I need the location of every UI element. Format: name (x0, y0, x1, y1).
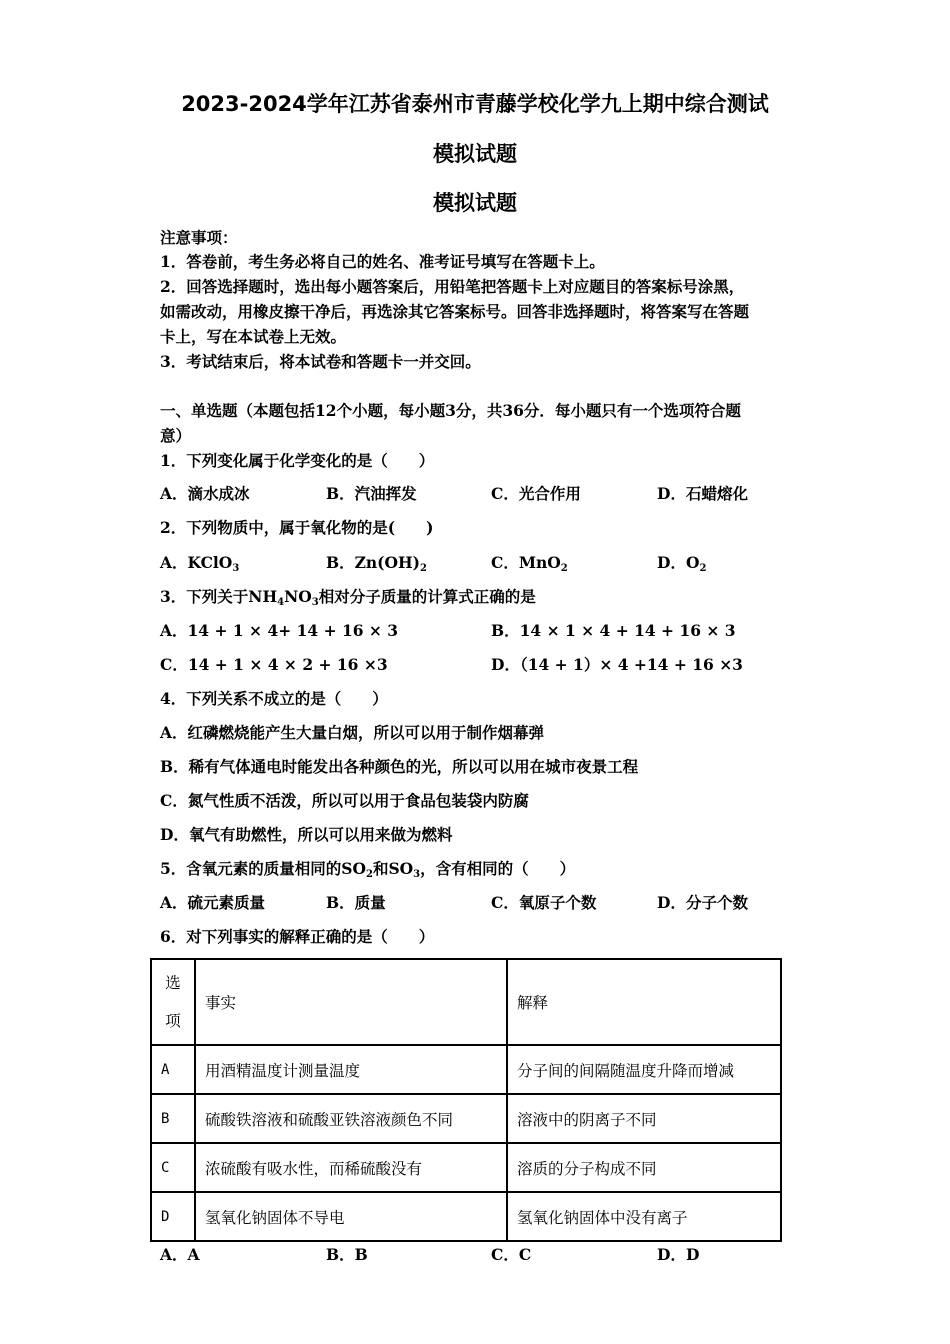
question-6-stem: 6．对下列事实的解释正确的是（ ） (160, 927, 435, 946)
q2-option-b: B．$Zn(OH)_2$ (326, 553, 427, 574)
table-cell-fact: 硫酸铁溶液和硫酸亚铁溶液颜色不同 (195, 1094, 507, 1143)
q3-option-b: B．14 × 1 × 4 + 14 + 16 × 3 (491, 621, 736, 640)
q4-option-a: A．红磷燃烧能产生大量白烟，所以可以用于制作烟幕弹 (160, 723, 545, 742)
table-cell-option: D (151, 1192, 195, 1241)
question-4-stem: 4．下列关系不成立的是（ ） (160, 689, 388, 708)
table-row (151, 1094, 781, 1143)
question-1-stem: 1．下列变化属于化学变化的是（ ） (160, 451, 435, 470)
table-cell-explain: 溶质的分子构成不同 (507, 1143, 781, 1192)
notice-item: 3．考试结束后，将本试卷和答题卡一并交回。 (160, 352, 481, 371)
table-cell-option: A (151, 1045, 195, 1094)
q6-table (150, 958, 782, 1242)
table-header-fact: 事实 (195, 959, 507, 1045)
q1-option-c: C．光合作用 (491, 484, 581, 503)
q5-option-c: C．氧原子个数 (491, 893, 597, 912)
q6-option-a: A．A (160, 1245, 200, 1264)
table-cell-fact: 浓硫酸有吸水性，而稀硫酸没有 (195, 1143, 507, 1192)
question-3-stem: 3．下列关于$NH_4NO_3$相对分子质量的计算式正确的是 (160, 587, 536, 608)
section-heading-line-2: 意） (160, 426, 192, 445)
table-row (151, 1192, 781, 1241)
q6-option-d: D．D (657, 1245, 700, 1264)
notice-item: 2．回答选择题时，选出每小题答案后，用铅笔把答题卡上对应题目的答案标号涂黑， (160, 277, 745, 296)
table-header-row (151, 959, 781, 1045)
notice-heading: 注意事项： (160, 228, 238, 247)
notice-item: 1．答卷前，考生务必将自己的姓名、准考证号填写在答题卡上。 (160, 252, 605, 271)
section-heading-line-1: 一、单选题（本题包括12个小题，每小题3分，共36分．每小题只有一个选项符合题 (160, 401, 741, 420)
q3-option-c: C．14 + 1 × 4 × 2 + 16 ×3 (160, 655, 388, 674)
q6-option-c: C．C (491, 1245, 532, 1264)
q3-option-a: A．14 + 1 × 4+ 14 + 16 × 3 (160, 621, 399, 640)
table-cell-explain: 氢氧化钠固体中没有离子 (507, 1192, 781, 1241)
q4-option-b: B．稀有气体通电时能发出各种颜色的光，所以可以用在城市夜景工程 (160, 757, 639, 776)
q1-option-d: D．石蜡熔化 (657, 484, 748, 503)
q5-option-b: B．质量 (326, 893, 386, 912)
q2-option-c: C．MnO$_2$ (491, 553, 568, 574)
title-line-3: 模拟试题 (433, 191, 517, 215)
notice-item: 如需改动，用橡皮擦干净后，再选涂其它答案标号。回答非选择题时，将答案写在答题 (160, 302, 750, 321)
table-cell-option: C (151, 1143, 195, 1192)
table-cell-fact: 氢氧化钠固体不导电 (195, 1192, 507, 1241)
q3-option-d: D．（14 + 1）× 4 +14 + 16 ×3 (491, 655, 743, 674)
question-2-stem: 2．下列物质中，属于氧化物的是( ) (160, 518, 434, 537)
table-cell-explain: 分子间的间隔随温度升降而增减 (507, 1045, 781, 1094)
q1-option-b: B．汽油挥发 (326, 484, 417, 503)
notice-item: 卡上，写在本试卷上无效。 (160, 327, 347, 346)
table-cell-explain: 溶液中的阴离子不同 (507, 1094, 781, 1143)
table-header-option (151, 959, 195, 1045)
q5-option-d: D．分子个数 (657, 893, 748, 912)
q4-option-c: C．氮气性质不活泼，所以可以用于食品包装袋内防腐 (160, 791, 529, 810)
q2-option-a: A．KClO$_3$ (160, 553, 240, 574)
table-header-option-char: 项 (165, 1012, 181, 1030)
q5-option-a: A．硫元素质量 (160, 893, 266, 912)
q4-option-d: D．氧气有助燃性，所以可以用来做为燃料 (160, 825, 453, 844)
table-row (151, 1143, 781, 1192)
table-cell-option: B (151, 1094, 195, 1143)
table-cell-fact: 用酒精温度计测量温度 (195, 1045, 507, 1094)
q2-option-d: D．$O_2$ (657, 553, 707, 574)
table-header-explain: 解释 (507, 959, 781, 1045)
q6-option-b: B．B (326, 1245, 368, 1264)
table-row (151, 1045, 781, 1094)
title-line-1: 2023-2024学年江苏省泰州市青藤学校化学九上期中综合测试 (181, 92, 769, 116)
title-line-2: 模拟试题 (433, 142, 517, 166)
question-5-stem: 5．含氧元素的质量相同的$SO_2$和$SO_3$，含有相同的（ ） (160, 859, 576, 880)
q1-option-a: A．滴水成冰 (160, 484, 250, 503)
table-header-option-char: 选 (165, 974, 181, 992)
